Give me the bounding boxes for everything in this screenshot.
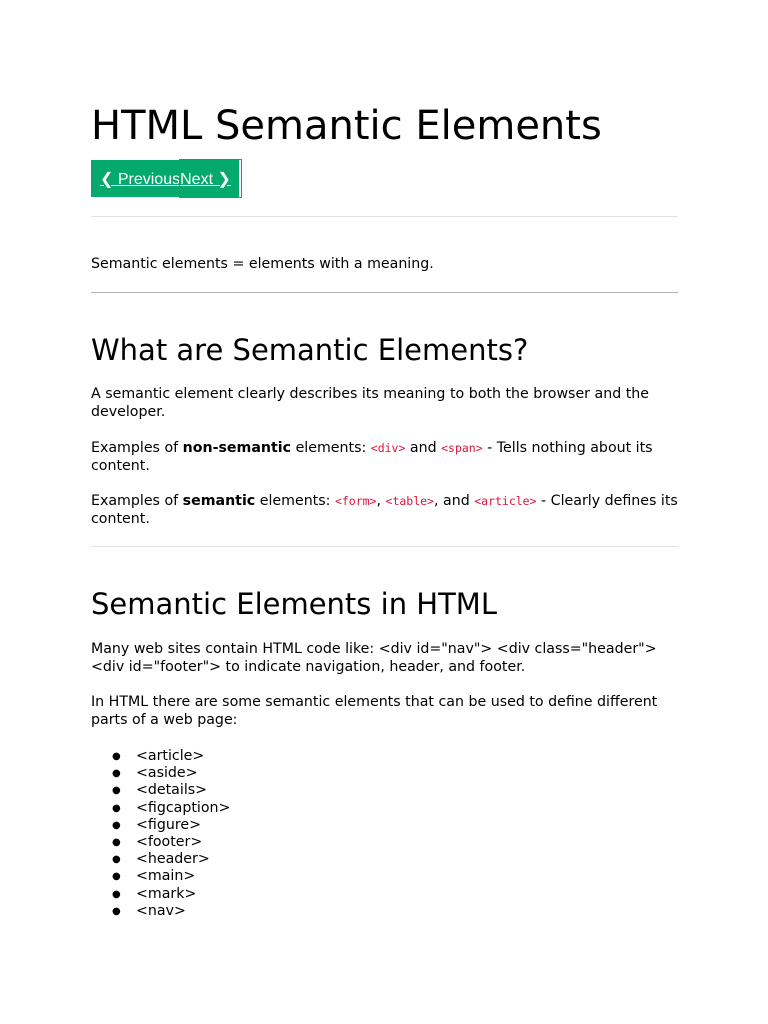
bullet-icon: ● xyxy=(112,768,121,780)
divider xyxy=(91,216,678,217)
code-article: <article> xyxy=(474,494,537,508)
bullet-icon: ● xyxy=(112,785,121,797)
intro-text: Semantic elements = elements with a meaning. xyxy=(91,256,434,272)
list-item-label: <aside> xyxy=(136,765,198,782)
list-item-label: <header> xyxy=(136,851,210,868)
bullet-icon: ● xyxy=(112,905,121,917)
list-item-label: <main> xyxy=(136,868,196,885)
list-item xyxy=(91,782,230,799)
text: and xyxy=(405,440,442,456)
text: Examples of xyxy=(91,440,183,456)
list-item xyxy=(91,834,230,851)
text: - Clearly defines its content. xyxy=(91,493,678,527)
text: - Tells nothing about its content. xyxy=(91,440,653,474)
text: Examples of xyxy=(91,493,183,509)
code-table: <table> xyxy=(385,494,434,508)
bullet-icon: ● xyxy=(112,871,121,883)
bullet-icon: ● xyxy=(112,802,121,814)
next-button[interactable]: Next ❯ xyxy=(180,160,241,197)
previous-button[interactable]: ❮ Previous xyxy=(91,160,180,197)
bullet-icon: ● xyxy=(112,888,121,900)
pagination-nav xyxy=(91,160,241,197)
list-item xyxy=(91,765,230,782)
code-span: <span> xyxy=(441,441,483,455)
text: elements: xyxy=(255,493,335,509)
list-item xyxy=(91,868,230,885)
section2-paragraph-1: Many web sites contain HTML code like: <div id="nav"> <div class="header"> <div id="footer"> to indicate navigation, header, and footer. xyxy=(91,641,657,675)
section-title-what-are: What are Semantic Elements? xyxy=(91,333,529,367)
list-item-label: <footer> xyxy=(136,834,203,851)
bullet-icon: ● xyxy=(112,819,121,831)
section1-paragraph: A semantic element clearly describes its meaning to both the browser and the developer. xyxy=(91,386,649,420)
list-item-label: <figure> xyxy=(136,816,201,833)
list-item xyxy=(91,886,230,903)
semantic-elements-list xyxy=(91,748,230,920)
list-item-label: <mark> xyxy=(136,885,197,902)
list-item-label: <nav> xyxy=(136,902,186,919)
divider xyxy=(91,292,678,293)
list-item xyxy=(91,800,230,817)
bullet-icon: ● xyxy=(112,837,121,849)
divider xyxy=(91,546,678,547)
text: , xyxy=(376,493,386,509)
semantic-examples xyxy=(91,493,681,528)
bold-text: semantic xyxy=(182,493,256,509)
list-item xyxy=(91,851,230,868)
page-title: HTML Semantic Elements xyxy=(91,103,602,149)
bullet-icon: ● xyxy=(112,751,121,762)
code-div: <div> xyxy=(370,441,406,455)
bullet-icon: ● xyxy=(112,854,121,866)
text: , and xyxy=(433,493,475,509)
bold-text: non-semantic xyxy=(182,440,292,456)
non-semantic-examples xyxy=(91,440,681,475)
section-title-in-html: Semantic Elements in HTML xyxy=(91,587,497,621)
section2-paragraph-2: In HTML there are some semantic elements that can be used to define different parts of a web page: xyxy=(91,694,658,728)
list-item-label: <article> xyxy=(136,748,205,764)
list-item xyxy=(91,817,230,834)
list-item xyxy=(91,903,230,920)
text: elements: xyxy=(291,440,371,456)
list-item-label: <figcaption> xyxy=(136,799,231,816)
code-form: <form> xyxy=(334,494,377,508)
list-item-label: <details> xyxy=(136,782,208,799)
list-item xyxy=(91,748,230,765)
